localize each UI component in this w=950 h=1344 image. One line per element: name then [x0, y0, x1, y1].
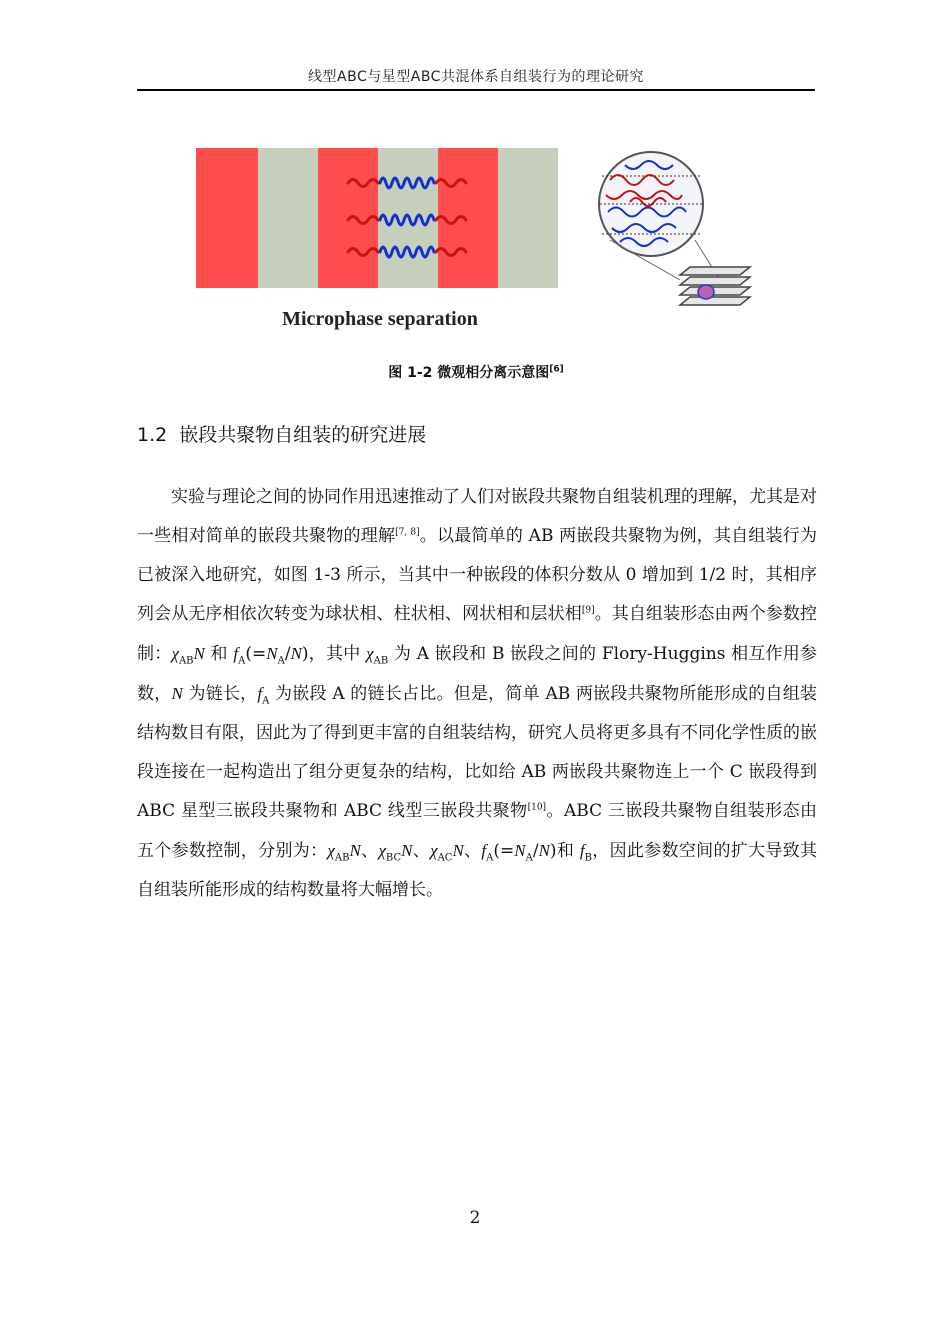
citation: [10] — [527, 802, 547, 813]
figure-caption — [137, 362, 815, 382]
section-title: 嵌段共聚物自组装的研究进展 — [179, 424, 427, 446]
magnified-view — [599, 152, 703, 256]
stripe-gray-1 — [258, 148, 318, 288]
caption-text: 图 1-2 微观相分离示意图 — [388, 365, 550, 381]
stripe-red-3 — [438, 148, 498, 288]
running-header: 线型ABC与星型ABC共混体系自组装行为的理论研究 — [308, 69, 644, 85]
header-rule — [137, 89, 815, 91]
stacked-lamellae — [680, 267, 750, 305]
section-number: 1.2 — [137, 424, 168, 446]
highlight-dot — [698, 285, 714, 299]
stripe-red-1 — [196, 148, 258, 288]
figure-label: Microphase separation — [282, 308, 478, 330]
body-paragraph: 实验与理论之间的协同作用迅速推动了人们对嵌段共聚物自组装机理的理解，尤其是对一些相对简单的嵌段共聚物的理解[7, 8]。以最简单的 AB 两嵌段共聚物为例，其自组装行为已被深入地研究，如图 1-3 所示，当其中一种嵌段的体积分数从 0 增加到 1/2 时，其相序列会从无序相依次转变为球状相、柱状相、网状相和层状相[9]。其自组装形态由两个参数控制：$\chi_{AB}N$ 和 $f_A(=N_A/N)$，其中 $\chi_{AB}$ 为 A 嵌段和 B 嵌段之间的 Flory-Huggins 相互作用参数，N 为链长，$f_A$ 为嵌段 A 的链长占比。但是，简单 AB 两嵌段共聚物所能形成的自组装结构数目有限，因此为了得到更丰富的自组装结构，研究人员将更多具有不同化学性质的嵌段连接在一起构造出了组分更复杂的结构，比如给 AB 两嵌段共聚物连上一个 C 嵌段得到 ABC 星型三嵌段共聚物和 ABC 线型三嵌段共聚物[10]。ABC 三嵌段共聚物自组装形态由五个参数控制，分别为：$\chi_{AB}N$、$\chi_{BC}N$、$\chi_{AC}N$、$f_A(=N_A/N)$和 $f_B$，因此参数空间的扩大导致其自组装所能形成的结构数量将大幅增长。 — [137, 487, 818, 900]
citation: [7, 8] — [395, 527, 420, 538]
citation: [9] — [581, 605, 595, 616]
page-number: 2 — [469, 1208, 481, 1228]
stripe-gray-3 — [498, 148, 558, 288]
caption-reference: [6] — [549, 364, 564, 375]
section-heading — [137, 420, 426, 447]
